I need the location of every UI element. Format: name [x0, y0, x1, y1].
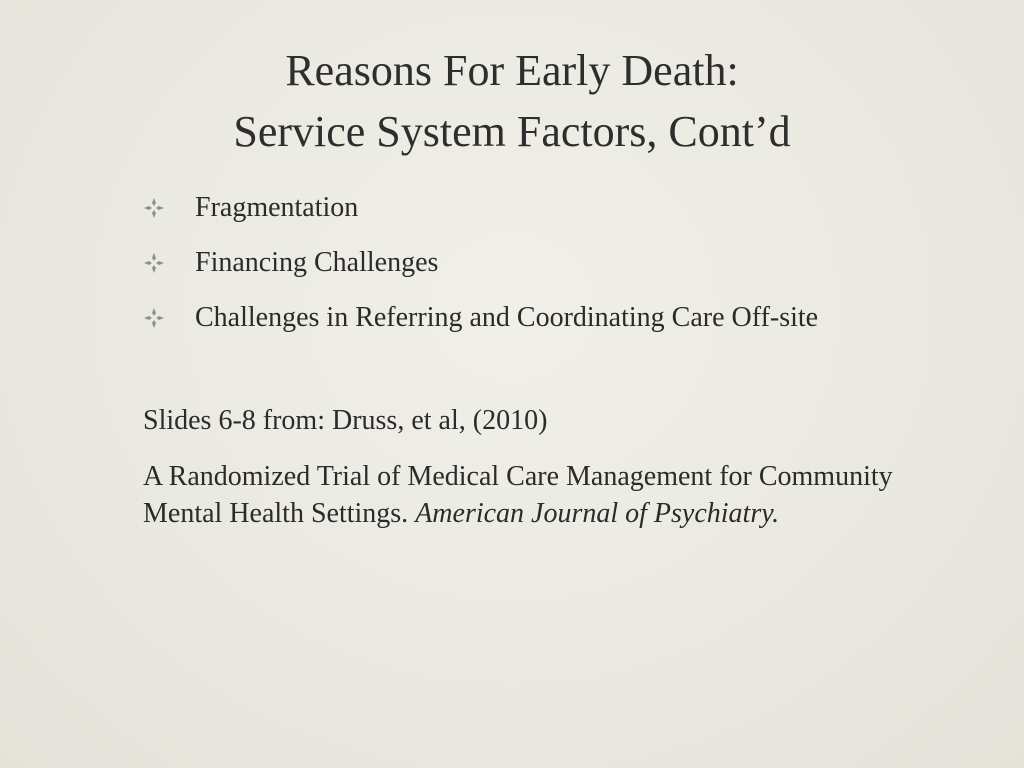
- citation: [143, 458, 933, 532]
- diamond-flourish-icon: [143, 252, 195, 274]
- diamond-flourish-icon: [143, 307, 195, 329]
- source-line: Slides 6-8 from: Druss, et al, (2010): [143, 405, 548, 436]
- bullet-text: Challenges in Referring and Coordinating Care Off-site: [195, 301, 819, 333]
- bullet-text: Financing Challenges: [195, 246, 439, 278]
- bullet-item: [143, 290, 818, 345]
- citation-journal: American Journal of Psychiatry.: [415, 498, 780, 529]
- bullet-list: [143, 180, 818, 345]
- bullet-item: [143, 235, 818, 290]
- diamond-flourish-icon: [143, 197, 195, 219]
- slide-title: [0, 40, 1024, 162]
- title-line-1: Reasons For Early Death:: [285, 46, 739, 95]
- bullet-text: Fragmentation: [195, 191, 359, 223]
- citation-title: A Randomized Trial of Medical Care Management for Community Mental Health Settings.: [143, 461, 893, 529]
- title-line-2: Service System Factors, Cont’d: [233, 107, 791, 156]
- bullet-item: [143, 180, 818, 235]
